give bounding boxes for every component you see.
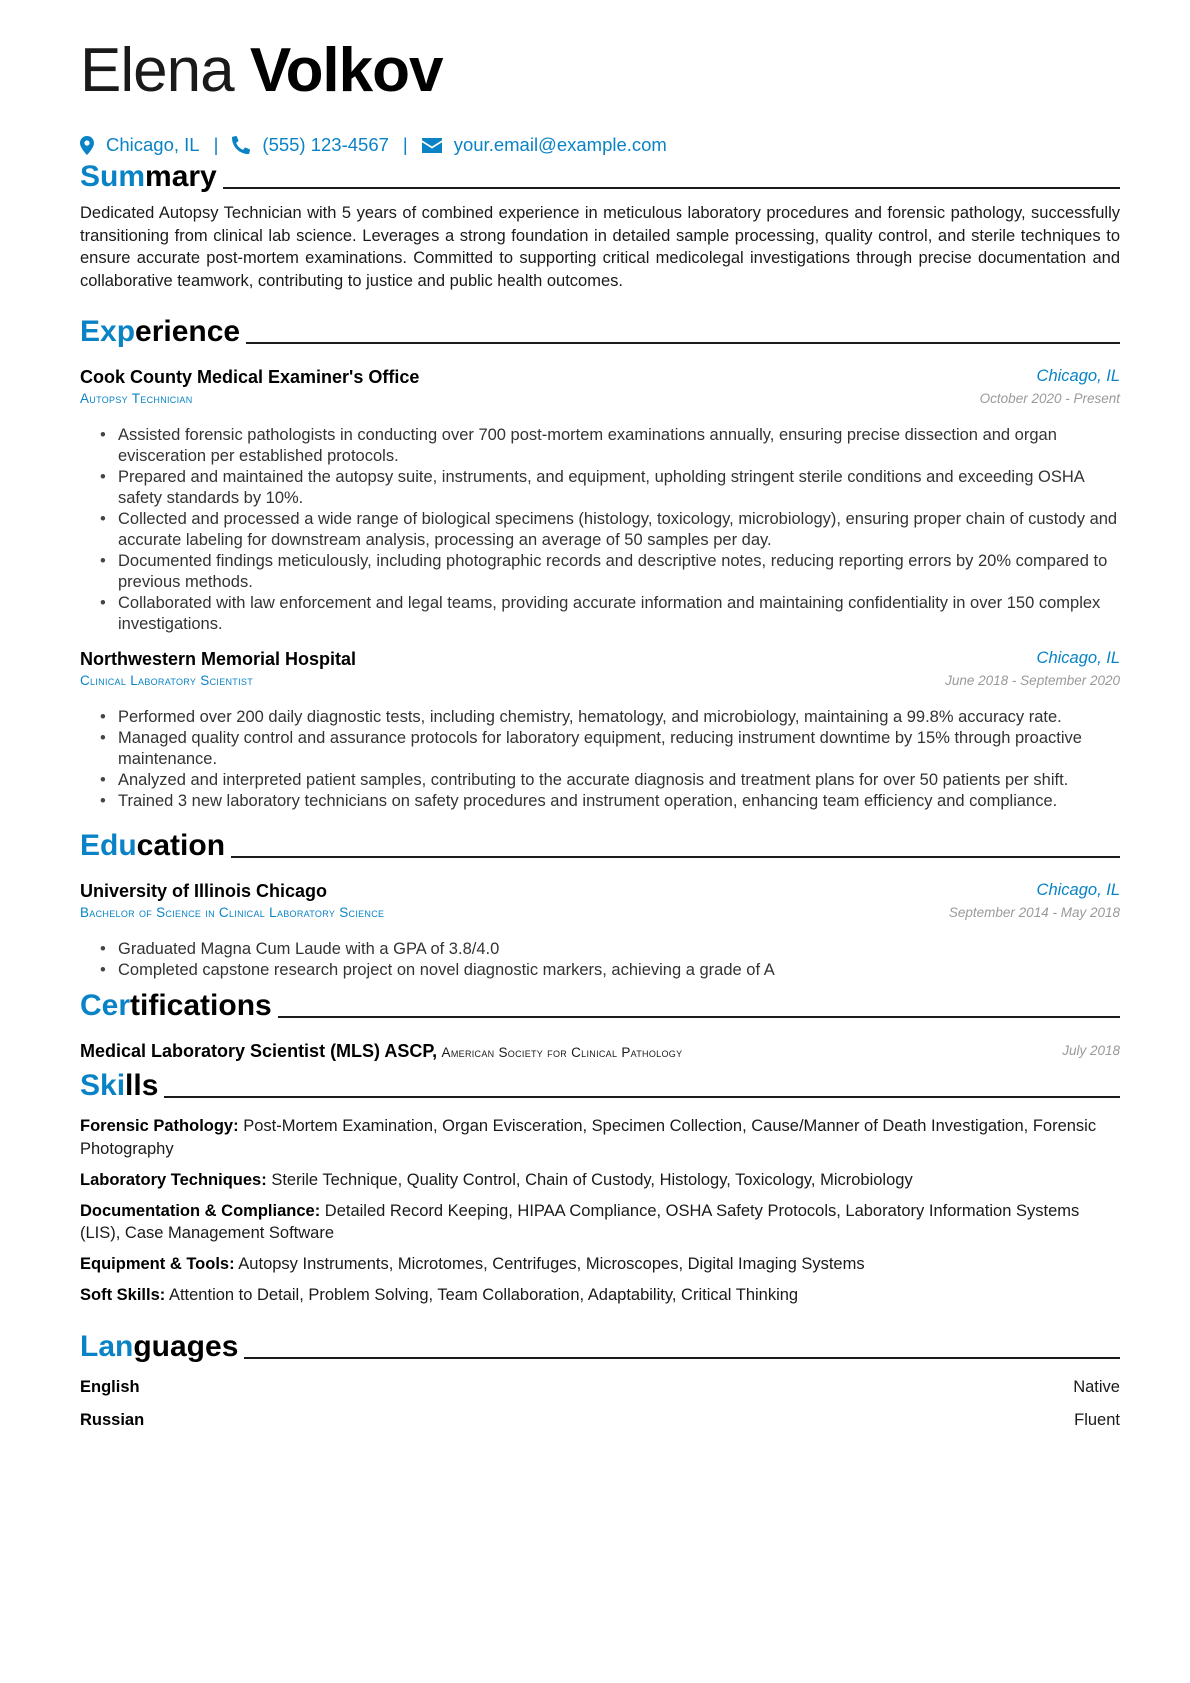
title-highlight: Cer bbox=[80, 989, 131, 1022]
title-highlight: Ski bbox=[80, 1069, 126, 1102]
contact-phone[interactable] bbox=[232, 134, 389, 156]
degree-name: Bachelor of Science in Clinical Laboratory Science bbox=[80, 905, 385, 920]
skills-list bbox=[80, 1115, 1120, 1307]
entry-header bbox=[80, 367, 1120, 415]
summary-section bbox=[80, 156, 1120, 292]
job-entry bbox=[80, 649, 1120, 812]
skill-values: Detailed Record Keeping, HIPAA Compliance, OSHA Safety Protocols, Laboratory Information Systems (LIS), Case Management Software bbox=[80, 1201, 1080, 1242]
job-title: Clinical Laboratory Scientist bbox=[80, 673, 253, 688]
section-header bbox=[80, 1326, 1120, 1362]
certification-issuer: American Society for Clinical Pathology bbox=[441, 1045, 683, 1060]
section-title bbox=[80, 831, 225, 861]
language-level: Native bbox=[1073, 1378, 1120, 1396]
section-header bbox=[80, 311, 1120, 347]
skill-row bbox=[80, 1253, 1120, 1276]
candidate-name bbox=[80, 36, 443, 105]
section-header bbox=[80, 1065, 1120, 1101]
title-rest: guages bbox=[133, 1330, 239, 1363]
education-section bbox=[80, 825, 1120, 981]
certifications-section bbox=[80, 985, 1120, 1067]
employer-name: Northwestern Memorial Hospital bbox=[80, 649, 357, 669]
bullet-item: • Documented findings meticulously, including photographic records and descriptive notes, reducing reporting errors by 20% compared to previous methods. bbox=[100, 551, 1120, 593]
entry-header bbox=[80, 649, 1120, 697]
last-name: Volkov bbox=[249, 36, 443, 105]
job-dates: June 2018 - September 2020 bbox=[945, 673, 1120, 688]
skills-section bbox=[80, 1065, 1120, 1315]
education-bullets bbox=[80, 939, 1120, 981]
location-pin-icon bbox=[80, 136, 94, 155]
language-name: Russian bbox=[80, 1411, 145, 1429]
bullet-item: • Graduated Magna Cum Laude with a GPA of 3.8/4.0 bbox=[100, 939, 1120, 960]
envelope-icon bbox=[422, 138, 442, 153]
email-link: your.email@example.com bbox=[453, 134, 667, 155]
language-row bbox=[80, 1378, 1120, 1411]
experience-section bbox=[80, 311, 1120, 812]
contact-bar bbox=[80, 134, 667, 156]
education-dates: September 2014 - May 2018 bbox=[948, 905, 1120, 920]
language-level: Fluent bbox=[1074, 1411, 1120, 1429]
section-title bbox=[80, 162, 217, 192]
language-row bbox=[80, 1411, 1120, 1444]
languages-section bbox=[80, 1326, 1120, 1444]
section-rule bbox=[164, 1096, 1120, 1098]
job-title: Autopsy Technician bbox=[80, 391, 193, 406]
bullet-item: • Collaborated with law enforcement and legal teams, providing accurate information and maintaining confidentiality in over 150 complex investigations. bbox=[100, 593, 1120, 635]
job-bullets bbox=[80, 707, 1120, 812]
school-location: Chicago, IL bbox=[1036, 881, 1120, 899]
section-rule bbox=[278, 1016, 1120, 1018]
skill-category: Documentation & Compliance: bbox=[80, 1201, 321, 1220]
job-dates: October 2020 - Present bbox=[979, 391, 1120, 406]
skill-row bbox=[80, 1200, 1120, 1245]
skill-row bbox=[80, 1115, 1120, 1160]
section-header bbox=[80, 985, 1120, 1021]
languages-list bbox=[80, 1378, 1120, 1444]
section-header bbox=[80, 156, 1120, 192]
bullet-item: • Collected and processed a wide range of biological specimens (histology, toxicology, microbiology), ensuring proper chain of custody and accurate labeling for downstream analysis, processing an average of 50 samples per day. bbox=[100, 509, 1120, 551]
section-title bbox=[80, 1332, 238, 1362]
section-rule bbox=[244, 1357, 1120, 1359]
section-title bbox=[80, 317, 240, 347]
skill-row bbox=[80, 1169, 1120, 1192]
job-entry bbox=[80, 367, 1120, 635]
skill-category: Soft Skills: bbox=[80, 1286, 166, 1304]
job-location: Chicago, IL bbox=[1036, 367, 1120, 385]
skill-category: Equipment & Tools: bbox=[80, 1255, 235, 1273]
first-name: Elena bbox=[80, 36, 234, 105]
skill-row bbox=[80, 1284, 1120, 1307]
employer-name: Cook County Medical Examiner's Office bbox=[80, 367, 420, 387]
bullet-item: • Performed over 200 daily diagnostic tests, including chemistry, hematology, and microbiology, maintaining a 99.8% accuracy rate. bbox=[100, 707, 1120, 728]
bullet-item: • Managed quality control and assurance protocols for laboratory equipment, reducing instrument downtime by 15% through proactive maintenance. bbox=[100, 728, 1120, 770]
bullet-item: • Assisted forensic pathologists in conducting over 700 post-mortem examinations annually, ensuring precise dissection and organ evisceration per established protocols. bbox=[100, 425, 1120, 467]
skill-values: Sterile Technique, Quality Control, Chain of Custody, Histology, Toxicology, Microbiology bbox=[271, 1170, 913, 1189]
skill-values: Post-Mortem Examination, Organ Evisceration, Specimen Collection, Cause/Manner of Death Investigation, Forensic Photography bbox=[80, 1117, 1097, 1158]
title-highlight: Sum bbox=[80, 160, 146, 193]
skill-values: Attention to Detail, Problem Solving, Team Collaboration, Adaptability, Critical Thinking bbox=[168, 1286, 799, 1304]
title-highlight: Exp bbox=[80, 315, 136, 348]
title-rest: lls bbox=[125, 1069, 159, 1102]
section-header bbox=[80, 825, 1120, 861]
certification-name: Medical Laboratory Scientist (MLS) ASCP bbox=[80, 1041, 433, 1061]
entry-header bbox=[80, 881, 1120, 929]
certification-entry bbox=[80, 1041, 1120, 1067]
certification-comma: , bbox=[432, 1041, 438, 1061]
bullet-item: • Prepared and maintained the autopsy suite, instruments, and equipment, upholding stringent sterile conditions and exceeding OSHA safety standards by 10%. bbox=[100, 467, 1120, 509]
section-rule bbox=[246, 342, 1120, 344]
phone-icon bbox=[232, 136, 250, 154]
phone-text: (555) 123-4567 bbox=[262, 134, 389, 155]
title-rest: cation bbox=[136, 829, 226, 862]
bullet-item: • Analyzed and interpreted patient samples, contributing to the accurate diagnosis and treatment plans for over 50 patients per shift. bbox=[100, 770, 1120, 791]
section-rule bbox=[231, 856, 1120, 858]
bullet-item: • Trained 3 new laboratory technicians on safety procedures and instrument operation, enhancing team efficiency and compliance. bbox=[100, 791, 1120, 812]
contact-separator: | bbox=[213, 134, 219, 155]
location-text: Chicago, IL bbox=[106, 134, 200, 155]
title-rest: erience bbox=[135, 315, 241, 348]
job-location: Chicago, IL bbox=[1036, 649, 1120, 667]
school-name: University of Illinois Chicago bbox=[80, 881, 328, 901]
section-title bbox=[80, 1071, 158, 1101]
title-highlight: Edu bbox=[80, 829, 137, 862]
title-rest: tifications bbox=[130, 989, 272, 1022]
section-title bbox=[80, 991, 272, 1021]
title-highlight: Lan bbox=[80, 1330, 134, 1363]
contact-location bbox=[80, 134, 200, 156]
skill-category: Laboratory Techniques: bbox=[80, 1170, 267, 1189]
bullet-item: • Completed capstone research project on novel diagnostic markers, achieving a grade of A bbox=[100, 960, 1120, 981]
job-bullets bbox=[80, 425, 1120, 635]
skill-category: Forensic Pathology: bbox=[80, 1117, 239, 1135]
contact-email[interactable] bbox=[422, 134, 667, 156]
title-rest: mary bbox=[145, 160, 217, 193]
contact-separator: | bbox=[402, 134, 408, 155]
section-rule bbox=[223, 187, 1120, 189]
skill-values: Autopsy Instruments, Microtomes, Centrifuges, Microscopes, Digital Imaging Systems bbox=[238, 1255, 865, 1273]
education-entry bbox=[80, 881, 1120, 981]
certification-date: July 2018 bbox=[1062, 1043, 1120, 1058]
language-name: English bbox=[80, 1378, 140, 1396]
summary-text: Dedicated Autopsy Technician with 5 years of combined experience in meticulous laboratory procedures and forensic pathology, successfully transitioning from clinical lab science. Leverages a strong foundation in detailed sample processing, quality control, and sterile techniques to ensure accurate post-mortem examinations. Committed to supporting critical medicolegal investigations through precise documentation and collaborative teamwork, contributing to justice and public health outcomes. bbox=[80, 204, 1120, 290]
